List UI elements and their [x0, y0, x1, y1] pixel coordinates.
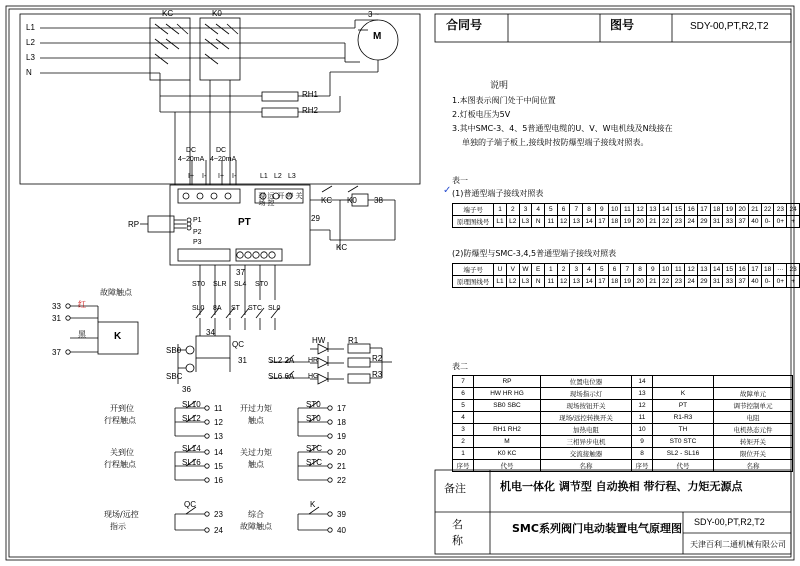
- terminal-code-cell: 13: [570, 216, 583, 228]
- terminal-number-cell: 17: [748, 264, 761, 276]
- terminal-l2: L2: [274, 173, 282, 180]
- node-31-b: 31: [238, 356, 247, 365]
- terminal-number-cell: 21: [748, 204, 761, 216]
- hg-label: HG: [308, 373, 319, 380]
- parts-name: 位置电位器: [541, 376, 632, 388]
- dc-terminal-2: I-: [202, 173, 207, 180]
- name-label-1: 名: [452, 518, 463, 531]
- st0-label-a: ST0: [192, 281, 205, 288]
- dc-range-2: 4~20mA: [210, 156, 237, 163]
- check-mark-icon: ✓: [443, 185, 452, 196]
- terminal-code-cell: L2: [506, 276, 519, 288]
- block-title-local-remote-1: 现场/远控: [104, 510, 139, 519]
- terminal-code-cell: 0+: [774, 276, 787, 288]
- table-row: [453, 400, 793, 412]
- terminal-number-cell: 12: [634, 204, 647, 216]
- drawing-no-label: 图号: [610, 18, 635, 32]
- drawing-no-value: SDY-00,PT,R2,T2: [690, 21, 769, 32]
- fault-red-label: 红: [78, 300, 86, 309]
- terminal-code-cell: 24: [685, 216, 698, 228]
- terminal-number-cell: 23: [774, 204, 787, 216]
- contract-label: 合同号: [446, 18, 483, 32]
- code-sl12: SL12: [182, 414, 201, 423]
- table-row: [453, 276, 800, 288]
- code-stc-1: STC: [306, 444, 322, 453]
- parts-name: 加热电阻: [541, 424, 632, 436]
- terminal-code-cell: 29: [697, 276, 710, 288]
- terminal-code-cell: 40: [748, 276, 761, 288]
- num-22: 22: [337, 476, 346, 485]
- parts-name-2: 名称: [714, 460, 793, 472]
- terminal-code-cell: 0+: [774, 216, 787, 228]
- node-29: 29: [311, 214, 320, 223]
- sl2-label: SL2 2A: [268, 356, 295, 365]
- terminal-number-cell: 19: [723, 204, 736, 216]
- dc-terminal-4: I-: [232, 173, 237, 180]
- parts-no: 序号: [453, 460, 474, 472]
- terminal-code-cell: 19: [621, 276, 634, 288]
- notes-line-1: 1.本图表示阀门处于中间位置: [452, 96, 556, 105]
- terminal-code-cell: 29: [697, 216, 710, 228]
- block-title-torque-open-2: 触点: [248, 416, 264, 425]
- parts-no: 7: [453, 376, 474, 388]
- terminal-number-cell: ···: [774, 264, 787, 276]
- parts-code-2: ST0 STC: [653, 436, 714, 448]
- parts-no-2: 9: [632, 436, 653, 448]
- terminal-code-cell: 11: [544, 216, 557, 228]
- terminal-number-cell: 10: [608, 204, 621, 216]
- heater-label-rh2: RH2: [302, 106, 319, 115]
- terminal-code-cell: 12: [557, 216, 570, 228]
- notes-line-3: 3.其中SMC-3、4、5普通型电缆的U、V、W电机线及N线接在: [452, 124, 673, 133]
- num-13: 13: [214, 432, 223, 441]
- parts-no-2: 序号: [632, 460, 653, 472]
- terminal-number-cell: 13: [646, 204, 659, 216]
- pt-unit-label: PT: [238, 217, 251, 228]
- parts-code: M: [474, 436, 541, 448]
- code-sl14: SL14: [182, 444, 201, 453]
- table-row: [453, 376, 793, 388]
- sl0-row-2: 8A: [213, 305, 222, 312]
- fault-black-label: 黑: [78, 330, 86, 339]
- terminal-number-cell: 9: [595, 204, 608, 216]
- fault-contact-label: 故障触点: [100, 288, 132, 297]
- parts-name: 现场/远控转换开关: [541, 412, 632, 424]
- block-title-torque-close-1: 关过力矩: [240, 448, 272, 457]
- terminal-code-cell: 37: [736, 276, 749, 288]
- terminal-number-cell: 11: [672, 264, 685, 276]
- phase-label-l3: L3: [26, 53, 35, 62]
- parts-no-2: 11: [632, 412, 653, 424]
- terminal-number-cell: 4: [532, 204, 545, 216]
- parts-no-2: 14: [632, 376, 653, 388]
- block-title-fault-1: 综合: [248, 510, 264, 519]
- terminal-number-cell: 24: [787, 204, 800, 216]
- code-qc: QC: [184, 500, 196, 509]
- code-sl10: SL10: [182, 400, 201, 409]
- terminal-number-cell: 5: [595, 264, 608, 276]
- table1-sub2: (2)防爆型与SMC-3,4,5普通型端子接线对照表: [452, 249, 617, 258]
- phase-label-l2: L2: [26, 38, 35, 47]
- r1-label: R1: [348, 336, 359, 345]
- terminal-code-cell: 21: [646, 216, 659, 228]
- qc-label: QC: [232, 340, 244, 349]
- company-name: 天津百利二通机械有限公司: [690, 540, 786, 549]
- table-row: [453, 216, 800, 228]
- terminal-number-cell: E: [532, 264, 545, 276]
- parts-code: 代号: [474, 460, 541, 472]
- p1-label: P1: [193, 217, 202, 224]
- hr-label: HR: [308, 357, 319, 364]
- terminal-code-cell: L3: [519, 216, 532, 228]
- terminal-code-cell: L2: [506, 216, 519, 228]
- table-row: [453, 436, 793, 448]
- parts-code: RP: [474, 376, 541, 388]
- p2-label: P2: [193, 229, 202, 236]
- terminal-number-cell: 1: [544, 264, 557, 276]
- terminal-number-cell: 3: [570, 264, 583, 276]
- terminal-number-cell: 20: [736, 204, 749, 216]
- row-header: 原理图线号: [453, 216, 494, 228]
- block-title-torque-open-1: 开过力矩: [240, 404, 272, 413]
- code-st0-open-1: ST0: [306, 400, 321, 409]
- terminal-number-cell: 6: [557, 204, 570, 216]
- phase-label-l1: L1: [26, 23, 35, 32]
- terminal-number-cell: 14: [710, 264, 723, 276]
- terminal-number-cell: 8: [583, 204, 596, 216]
- terminal-number-cell: V: [506, 264, 519, 276]
- sbc-label: SBC: [166, 372, 183, 381]
- terminal-number-cell: U: [494, 264, 507, 276]
- r3-label: R3: [372, 370, 383, 379]
- code-sl16: SL16: [182, 458, 201, 467]
- num-40: 40: [337, 526, 346, 535]
- parts-name-2: 故障单元: [714, 388, 793, 400]
- terminal-code-cell: N: [532, 276, 545, 288]
- parts-code-2: SL2 - SL16: [653, 448, 714, 460]
- table-row: [453, 264, 800, 276]
- parts-name: 现场按钮开关: [541, 400, 632, 412]
- terminal-code-cell: 23: [672, 216, 685, 228]
- remark-text: 机电一体化 调节型 自动换相 带行程、力矩无源点: [500, 480, 743, 493]
- parts-code: SB0 SBC: [474, 400, 541, 412]
- terminal-code-cell: 23: [672, 276, 685, 288]
- parts-name-2: 调节控制单元: [714, 400, 793, 412]
- drawing-code-value: SDY-00,PT,R2,T2: [694, 517, 765, 527]
- parts-code: RH1 RH2: [474, 424, 541, 436]
- parts-name: 交流接触器: [541, 448, 632, 460]
- r2-label: R2: [372, 354, 383, 363]
- terminal-code-cell: 14: [583, 276, 596, 288]
- table-row: [453, 204, 800, 216]
- fault-node-37: 37: [52, 348, 61, 357]
- parts-no-2: 13: [632, 388, 653, 400]
- terminal-code-cell: 21: [646, 276, 659, 288]
- terminal-code-cell: 13: [570, 276, 583, 288]
- table-row: [453, 388, 793, 400]
- coil-label-k0: K0: [347, 196, 357, 205]
- dc-label-2: DC: [216, 147, 227, 154]
- num-15: 15: [214, 462, 223, 471]
- parts-code-2: TH: [653, 424, 714, 436]
- terminal-number-cell: 8: [634, 264, 647, 276]
- dc-label-1: DC: [186, 147, 197, 154]
- terminal-number-cell: 2: [506, 204, 519, 216]
- terminal-number-cell: 15: [723, 264, 736, 276]
- code-k-fault: K: [310, 500, 316, 509]
- notes-heading: 说明: [490, 81, 509, 91]
- terminal-code-cell: 22: [659, 216, 672, 228]
- block-title-local-remote-2: 指示: [110, 522, 126, 531]
- terminal-code-cell: N: [532, 216, 545, 228]
- terminal-code-cell: L1: [494, 216, 507, 228]
- terminal-code-cell: 40: [748, 216, 761, 228]
- row-header: 端子号: [453, 264, 494, 276]
- parts-code: [474, 412, 541, 424]
- panel-text-open: 开: [277, 192, 285, 199]
- parts-no-2: 12: [632, 400, 653, 412]
- terminal-code-cell: 18: [608, 276, 621, 288]
- parts-no: 1: [453, 448, 474, 460]
- node-34: 34: [206, 328, 215, 337]
- fault-unit-k: K: [114, 331, 122, 342]
- sl0-row-4: STC: [248, 305, 262, 312]
- block-title-close-pos-1: 关到位: [110, 448, 134, 457]
- notes-line-4: 单独的子端子板上,接线时按防爆型端子接线对照表。: [462, 138, 649, 147]
- terminal-code-cell: 33: [723, 216, 736, 228]
- terminal-code-cell: 37: [736, 216, 749, 228]
- panel-text-local: 现场: [258, 192, 266, 206]
- parts-code-2: 代号: [653, 460, 714, 472]
- terminal-number-cell: 13: [697, 264, 710, 276]
- fault-node-31: 31: [52, 314, 61, 323]
- table2-caption: 表二: [452, 362, 468, 371]
- terminal-code-cell: 24: [685, 276, 698, 288]
- block-title-open-pos-2: 行程触点: [104, 416, 136, 425]
- contactor-label-k0: K0: [212, 9, 222, 18]
- terminal-code-cell: 31: [710, 216, 723, 228]
- parts-name-2: 转矩开关: [714, 436, 793, 448]
- parts-name: 名称: [541, 460, 632, 472]
- terminal-number-cell: 4: [583, 264, 596, 276]
- fault-node-33: 33: [52, 302, 61, 311]
- dc-terminal-1: I+: [188, 173, 195, 180]
- st0-label-b: ST0: [255, 281, 268, 288]
- num-17: 17: [337, 404, 346, 413]
- terminal-l3: L3: [288, 173, 296, 180]
- node-38: 38: [374, 196, 383, 205]
- row-header: 端子号: [453, 204, 494, 216]
- parts-name-2: [714, 376, 793, 388]
- contactor-label-kc: KC: [162, 9, 174, 18]
- terminal-number-cell: 14: [659, 204, 672, 216]
- sl0-row-1: SL0: [192, 305, 205, 312]
- parts-name: 三相异步电机: [541, 436, 632, 448]
- parts-no: 2: [453, 436, 474, 448]
- p3-label: P3: [193, 239, 202, 246]
- slr-label: SLR: [213, 281, 227, 288]
- table1-caption: 表一: [452, 176, 468, 185]
- terminal-number-cell: 7: [570, 204, 583, 216]
- terminal-l1: L1: [260, 173, 268, 180]
- parts-no-2: 8: [632, 448, 653, 460]
- drawing-name-text: SMC系列阀门电动装置电气原理图: [512, 522, 682, 535]
- panel-text-stop: 停: [286, 192, 294, 199]
- parts-no: 4: [453, 412, 474, 424]
- sl0-row-3: ST: [231, 305, 240, 312]
- motor-label: M: [373, 31, 382, 42]
- terminal-number-cell: 11: [621, 204, 634, 216]
- num-20: 20: [337, 448, 346, 457]
- terminal-number-cell: 16: [685, 204, 698, 216]
- terminal-number-cell: 5: [544, 204, 557, 216]
- num-18: 18: [337, 418, 346, 427]
- coil-label-kc-2: KC: [336, 243, 348, 252]
- terminal-number-cell: 6: [608, 264, 621, 276]
- terminal-code-cell: 14: [583, 216, 596, 228]
- terminal-number-cell: W: [519, 264, 532, 276]
- terminal-code-cell: 19: [621, 216, 634, 228]
- num-39: 39: [337, 510, 346, 519]
- terminal-code-cell: 12: [557, 276, 570, 288]
- dc-terminal-3: I+: [218, 173, 225, 180]
- terminal-number-cell: 18: [710, 204, 723, 216]
- parts-no: 3: [453, 424, 474, 436]
- parts-name-2: 电机热态元件: [714, 424, 793, 436]
- terminal-number-cell: 17: [697, 204, 710, 216]
- notes-line-2: 2.灯板电压为5V: [452, 110, 511, 119]
- terminal-code-cell: 20: [634, 216, 647, 228]
- terminal-number-cell: 18: [761, 264, 774, 276]
- block-title-fault-2: 故障触点: [240, 522, 272, 531]
- rp-label: RP: [128, 220, 140, 229]
- hw-label: HW: [312, 336, 326, 345]
- num-16: 16: [214, 476, 223, 485]
- table-row: [453, 424, 793, 436]
- terminal-number-cell: 12: [685, 264, 698, 276]
- coil-label-kc: KC: [321, 196, 333, 205]
- terminal-code-cell: 17: [595, 216, 608, 228]
- sl0-row-5: SL0: [268, 305, 281, 312]
- terminal-code-cell: 20: [634, 276, 647, 288]
- parts-code-2: PT: [653, 400, 714, 412]
- terminal-code-cell: 18: [608, 216, 621, 228]
- num-14: 14: [214, 448, 223, 457]
- sb0-label: SB0: [166, 346, 182, 355]
- terminal-code-cell: +: [787, 276, 800, 288]
- terminal-number-cell: 2: [557, 264, 570, 276]
- parts-list-table: [452, 375, 793, 472]
- num-19: 19: [337, 432, 346, 441]
- dc-range-1: 4~20mA: [178, 156, 205, 163]
- terminal-code-cell: 31: [710, 276, 723, 288]
- num-12: 12: [214, 418, 223, 427]
- table-row: [453, 412, 793, 424]
- parts-name: 现场指示灯: [541, 388, 632, 400]
- block-title-torque-close-2: 触点: [248, 460, 264, 469]
- block-title-open-pos-1: 开到位: [110, 404, 134, 413]
- num-23: 23: [214, 510, 223, 519]
- row-header: 原理图线号: [453, 276, 494, 288]
- parts-code-2: R1-R3: [653, 412, 714, 424]
- parts-code-2: [653, 376, 714, 388]
- motor-phase-label: 3 ~: [368, 10, 380, 19]
- parts-name-2: 电阻: [714, 412, 793, 424]
- table-row: [453, 460, 793, 472]
- parts-name-2: 限位开关: [714, 448, 793, 460]
- remark-label: 备注: [444, 482, 466, 495]
- terminal-code-cell: 33: [723, 276, 736, 288]
- code-stc-2: STC: [306, 458, 322, 467]
- terminal-code-cell: L3: [519, 276, 532, 288]
- node-37-b: 37: [236, 268, 245, 277]
- terminal-code-cell: 11: [544, 276, 557, 288]
- parts-code-2: K: [653, 388, 714, 400]
- panel-text-remote: 远控: [267, 192, 275, 206]
- parts-no: 5: [453, 400, 474, 412]
- heater-label-rh1: RH1: [302, 90, 319, 99]
- code-st0-open-2: ST0: [306, 414, 321, 423]
- terminal-number-cell: 23: [787, 264, 800, 276]
- num-24: 24: [214, 526, 223, 535]
- terminal-number-cell: 1: [494, 204, 507, 216]
- sl4-label: SL4: [234, 281, 247, 288]
- node-36: 36: [182, 385, 191, 394]
- terminal-number-cell: 3: [519, 204, 532, 216]
- terminal-code-cell: 0-: [761, 216, 774, 228]
- terminal-number-cell: 9: [646, 264, 659, 276]
- terminal-number-cell: 15: [672, 204, 685, 216]
- parts-no-2: 10: [632, 424, 653, 436]
- terminal-code-cell: 22: [659, 276, 672, 288]
- terminal-table-normal: [452, 203, 800, 228]
- num-21: 21: [337, 462, 346, 471]
- panel-text-close: 关: [295, 192, 303, 199]
- terminal-code-cell: L1: [494, 276, 507, 288]
- terminal-number-cell: 7: [621, 264, 634, 276]
- block-title-close-pos-2: 行程触点: [104, 460, 136, 469]
- sl6-label: SL6 6A: [268, 372, 295, 381]
- terminal-code-cell: 0-: [761, 276, 774, 288]
- phase-label-n: N: [26, 68, 32, 77]
- terminal-table-explosionproof: [452, 263, 800, 288]
- table1-sub1: (1)普通型端子接线对照表: [452, 189, 544, 198]
- parts-no: 6: [453, 388, 474, 400]
- parts-code: HW HR HG: [474, 388, 541, 400]
- table-row: [453, 448, 793, 460]
- parts-code: K0 KC: [474, 448, 541, 460]
- num-11: 11: [214, 404, 223, 413]
- terminal-code-cell: +: [787, 216, 800, 228]
- terminal-number-cell: 16: [736, 264, 749, 276]
- terminal-code-cell: 17: [595, 276, 608, 288]
- terminal-number-cell: 10: [659, 264, 672, 276]
- terminal-number-cell: 22: [761, 204, 774, 216]
- name-label-2: 称: [452, 534, 463, 547]
